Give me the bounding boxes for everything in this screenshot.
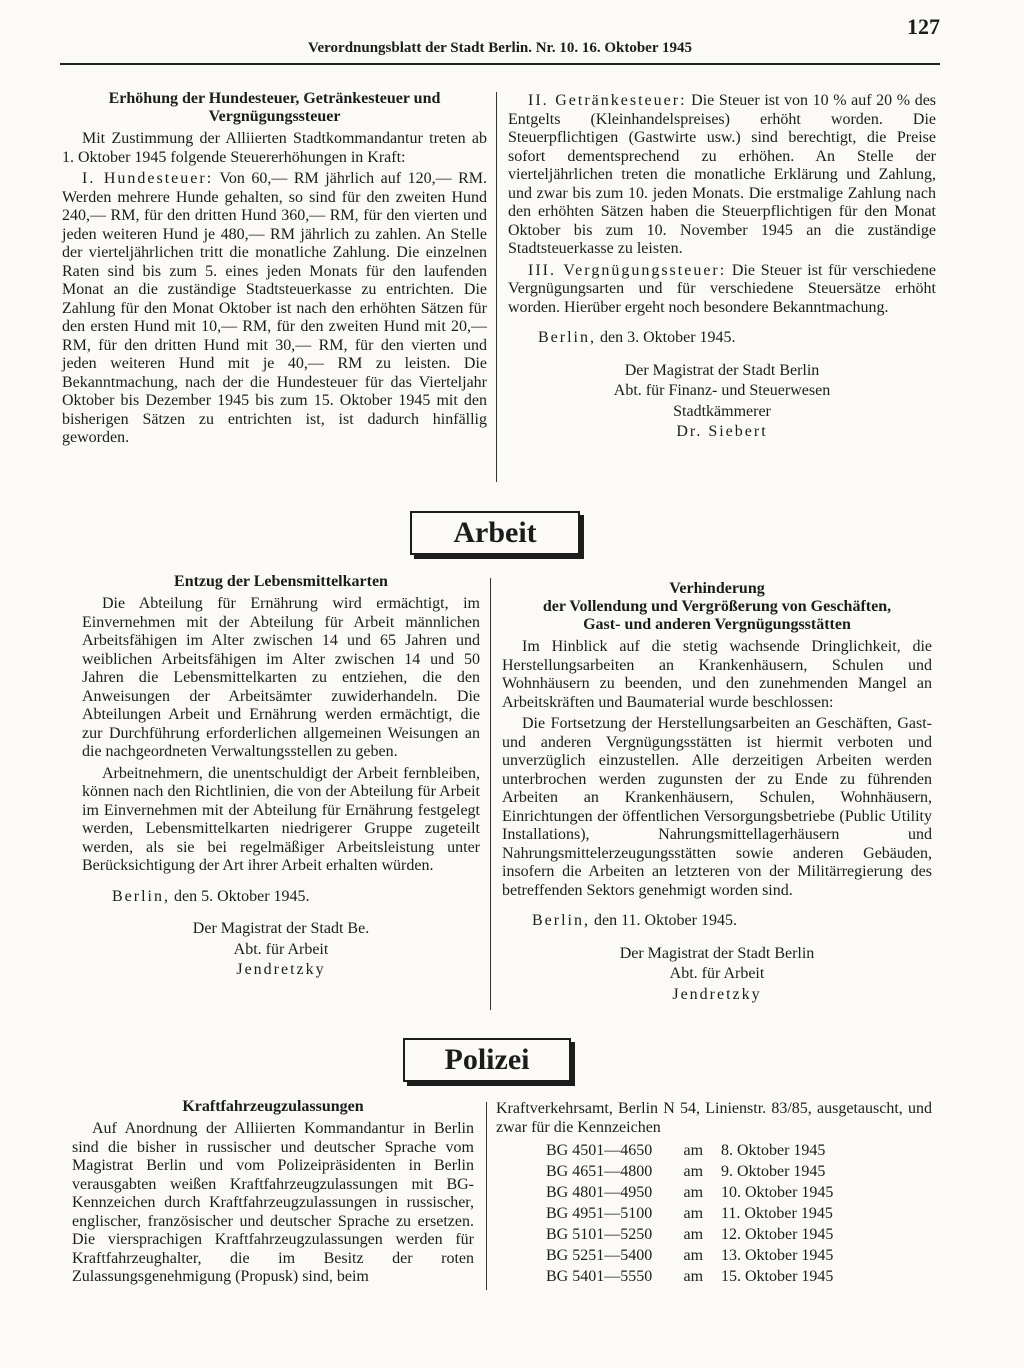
column-divider-middle <box>490 578 491 1010</box>
construction-ban-signature-line-1: Der Magistrat der Stadt Berlin <box>619 944 815 962</box>
tax-signature-line-1: Der Magistrat der Stadt Berlin <box>624 361 820 379</box>
plate-am: am <box>683 1142 704 1159</box>
construction-ban-title-3: Gast- und anderen Vergnügungsstätten <box>583 616 851 633</box>
tax-date-line <box>508 329 936 348</box>
vehicle-registration-title: Kraftfahrzeugzulassungen <box>182 1098 364 1115</box>
amusement-tax-text: Die Steuer ist für verschiedene Vergnügungsarten und für verschiedene Steuersätze erhöht worden. Hierüber ergeht noch besondere Bekanntmachung. <box>508 261 937 316</box>
plate-schedule-row <box>546 1245 856 1266</box>
construction-ban-signature-line-2: Abt. für Arbeit <box>669 965 765 982</box>
plate-am: am <box>683 1226 704 1243</box>
plate-range: BG 4651—4800 <box>546 1163 653 1180</box>
construction-ban-date-city: Berlin, <box>532 912 590 929</box>
construction-ban-article <box>502 580 932 1006</box>
food-cards-paragraph-2: Arbeitnehmern, die unentschuldigt der Arbeit fernbleiben, können nach den Richtlinien, die von der Abteilung für Arbeit im Einvernehmen mit der Abteilung für Ernährung festgelegt werden, Lebensmittelkarten niedrigerer Gruppe zugeteilt werden, als sie bei regelmäßiger Arbeitsleistung unter Berücksichtigung der Art ihrer Arbeit erhalten würden. <box>82 764 480 874</box>
plate-date: 8. Oktober 1945 <box>721 1142 826 1159</box>
amusement-tax-label: III. Vergnügungssteuer: <box>528 261 727 279</box>
food-cards-signature-line-1: Der Magistrat der Stadt Be. <box>192 920 370 937</box>
plate-schedule <box>546 1140 856 1287</box>
food-cards-date: den 5. Oktober 1945. <box>174 887 310 905</box>
plate-date: 13. Oktober 1945 <box>721 1247 834 1264</box>
tax-signature-line-2: Abt. für Finanz- und Steuerwesen <box>613 382 831 399</box>
construction-ban-paragraph-2: Die Fortsetzung der Herstellungsarbeiten an Geschäften, Gast- und anderen Vergnügungsstätten ist hiermit verboten und unverzüglich einzustellen. Alle derzeitigen Arbeiten werden unterbrochen werden zugunsten der zu Ende zu führenden Arbeiten an Krankenhäusern, Schulen, Wohnhäusern, Einrichtungen der öffentlichen Versorgungsbetriebe (Public Utility Installations), Nahrungsmittellagerhäusern und Nahrungsmittelerzeugungsstätten sowie anderen Gebäuden, insofern die Arbeiten an letzteren von der Militärregierung des betreffenden Sektors genehmigt worden sind. <box>502 715 932 899</box>
plate-schedule-row <box>546 1161 856 1182</box>
vehicle-registration-paragraph-2: Kraftverkehrsamt, Berlin N 54, Linienstr. 83/85, ausgetauscht, und zwar für die Kennzeichen <box>496 1100 932 1136</box>
column-divider-top <box>496 92 497 482</box>
plate-range: BG 5401—5550 <box>546 1268 653 1285</box>
plate-date: 10. Oktober 1945 <box>721 1184 834 1201</box>
tax-signature-name: Dr. Siebert <box>676 423 768 440</box>
plate-schedule-table <box>546 1140 856 1287</box>
plate-am: am <box>683 1268 704 1285</box>
construction-ban-paragraph-1: Im Hinblick auf die stetig wachsende Dringlichkeit, die Herstellungsarbeiten an Krankenhäusern, Schulen und Wohnhäusern zu beenden, und den zunehmenden Mangel an Arbeitskräften und Baumaterial wurde beschlossen: <box>502 638 932 711</box>
food-cards-signature-name: Jendretzky <box>236 961 326 978</box>
vehicle-registration-article-left <box>72 1098 474 1290</box>
section-heading-polizei: Polizei <box>403 1038 571 1082</box>
food-cards-signature-line-2: Abt. für Arbeit <box>233 940 329 958</box>
plate-am: am <box>683 1205 704 1222</box>
plate-am: am <box>683 1163 704 1180</box>
plate-schedule-row <box>546 1203 856 1224</box>
tax-signature-line-3: Stadtkämmerer <box>673 402 771 420</box>
tax-date-city: Berlin, <box>538 329 596 346</box>
construction-ban-date-line <box>502 912 932 931</box>
beverage-tax-text: Die Steuer ist von 10 % auf 20 % des Entgelts (Kleinhandelspreises) erhöht worden. Die Steuerpflichtigen (Gastwirte usw.) sind berechtigt, die Preise sofort dementsprechend zu erhöhen. An Stelle der vierteljährlichen treten die monatliche Erklärung und Zahlung, und zwar bis zum 10. jeden Monats. Die erstmalige Zahlung nach den erhöhten Sätzen haben die Steuerpflichtigen für den Monat Oktober bis zum 10. November 1945 an die zuständige Stadtsteuerkasse zu leisten. <box>508 92 937 257</box>
tax-article-right <box>508 92 936 444</box>
vehicle-registration-paragraph-1: Auf Anordnung der Alliierten Kommandantur in Berlin sind die bisher in russischer und deutscher Sprache vom Magistrat Berlin und vom Polizeipräsidenten in Berlin verausgabten weißen Kraftfahrzeugzulassungen mit BG-Kennzeichen durch Kraftfahrzeugzulassungen in russischer, englischer, französischer und deutscher Sprache zu ersetzen. Die viersprachigen Kraftfahrzeugzulassungen werden für Kraftfahrzeughalter, die im Besitz der roten Zulassungsgenehmigung (Propusk) sind, beim <box>72 1120 474 1285</box>
tax-date: den 3. Oktober 1945. <box>600 329 736 346</box>
page-header: Verordnungsblatt der Stadt Berlin. Nr. 10. 16. Oktober 1945 <box>60 40 940 65</box>
plate-range: BG 4801—4950 <box>546 1184 653 1201</box>
plate-range: BG 5251—5400 <box>546 1247 653 1264</box>
food-cards-article <box>82 573 480 982</box>
plate-schedule-row <box>546 1182 856 1203</box>
column-divider-bottom <box>486 1102 487 1290</box>
dog-tax-text: Von 60,— RM jährlich auf 120,— RM. Werden mehrere Hunde gehalten, so sind für den zweiten Hund 240,— RM, für den dritten Hund 360,— RM, für den vierten und jeden weiteren Hund je 480,— RM jährlich zu zahlen. An Stelle der vierteljährlichen tritt die monatliche Zahlung. Die einzelnen Raten sind bis zum 5. eines jeden Monats für den laufenden Monat an die zuständige Stadtsteuerkasse zu entrichten. Die Zahlung für den Monat Oktober ist nach den erhöhten Sätzen für den ersten Hund mit 10,— RM, für den zweiten Hund mit 20,— RM, für den dritten Hund mit 30,— RM, für den vierten und jeden weiteren Hund mit je 40,— RM zu leisten. Die Bekanntmachung, nach der die Hundesteuer für das Vierteljahr Oktober bis Dezember 1945 bis zum 15. Oktober 1945 mit den bisherigen Sätzen zu entrichten ist, ist dadurch hinfällig geworden. <box>62 170 487 446</box>
plate-am: am <box>683 1184 704 1201</box>
plate-date: 9. Oktober 1945 <box>721 1163 826 1180</box>
tax-article-title: Erhöhung der Hundesteuer, Getränkesteuer und Vergnügungssteuer <box>108 90 441 125</box>
food-cards-date-city: Berlin, <box>112 887 170 905</box>
plate-date: 15. Oktober 1945 <box>721 1268 834 1285</box>
section-heading-arbeit: Arbeit <box>410 511 580 555</box>
food-cards-paragraph-1: Die Abteilung für Ernährung wird ermächtigt, im Einvernehmen mit der Abteilung für Arbeit männlichen Arbeitsfähigen im Alter zwischen 14 und 65 Jahren und weiblichen Arbeitsfähigen im Alter zwischen 14 und 50 Jahren die Lebensmittelkarten zu entziehen, die den Anweisungen der Arbeitsämter zuwiderhandeln. Die Abteilungen Arbeit und Ernährung werden ermächtigt, die zur Durchführung erforderlichen allgemeinen Weisungen an die nachgeordneten Verwaltungsstellen zu geben. <box>82 595 480 760</box>
tax-intro-paragraph: Mit Zustimmung der Alliierten Stadtkommandantur treten ab 1. Oktober 1945 folgende Steuererhöhungen in Kraft: <box>62 130 487 166</box>
dog-tax-paragraph <box>62 170 487 448</box>
plate-schedule-row <box>546 1224 856 1245</box>
plate-am: am <box>683 1247 704 1264</box>
page-number: 127 <box>907 14 940 39</box>
construction-ban-title <box>502 580 932 634</box>
plate-range: BG 5101—5250 <box>546 1226 653 1243</box>
plate-date: 12. Oktober 1945 <box>721 1226 834 1243</box>
dog-tax-label: I. Hundesteuer: <box>82 170 214 187</box>
tax-article-left <box>62 90 487 451</box>
plate-date: 11. Oktober 1945 <box>721 1205 833 1222</box>
food-cards-title: Entzug der Lebensmittelkarten <box>174 573 388 590</box>
plate-range: BG 4951—5100 <box>546 1205 653 1222</box>
beverage-tax-paragraph <box>508 92 936 259</box>
construction-ban-title-2: der Vollendung und Vergrößerung von Geschäften, <box>542 598 892 615</box>
plate-schedule-row <box>546 1140 856 1161</box>
beverage-tax-label: II. Getränkesteuer: <box>528 92 687 109</box>
food-cards-date-line <box>82 888 480 907</box>
construction-ban-signature-name: Jendretzky <box>672 985 762 1003</box>
amusement-tax-paragraph <box>508 262 936 318</box>
plate-range: BG 4501—4650 <box>546 1142 653 1159</box>
plate-schedule-row <box>546 1266 856 1287</box>
vehicle-registration-article-right <box>496 1100 932 1287</box>
construction-ban-date: den 11. Oktober 1945. <box>594 912 737 929</box>
construction-ban-title-1: Verhinderung <box>669 580 765 597</box>
plate-schedule-rows <box>546 1140 856 1287</box>
